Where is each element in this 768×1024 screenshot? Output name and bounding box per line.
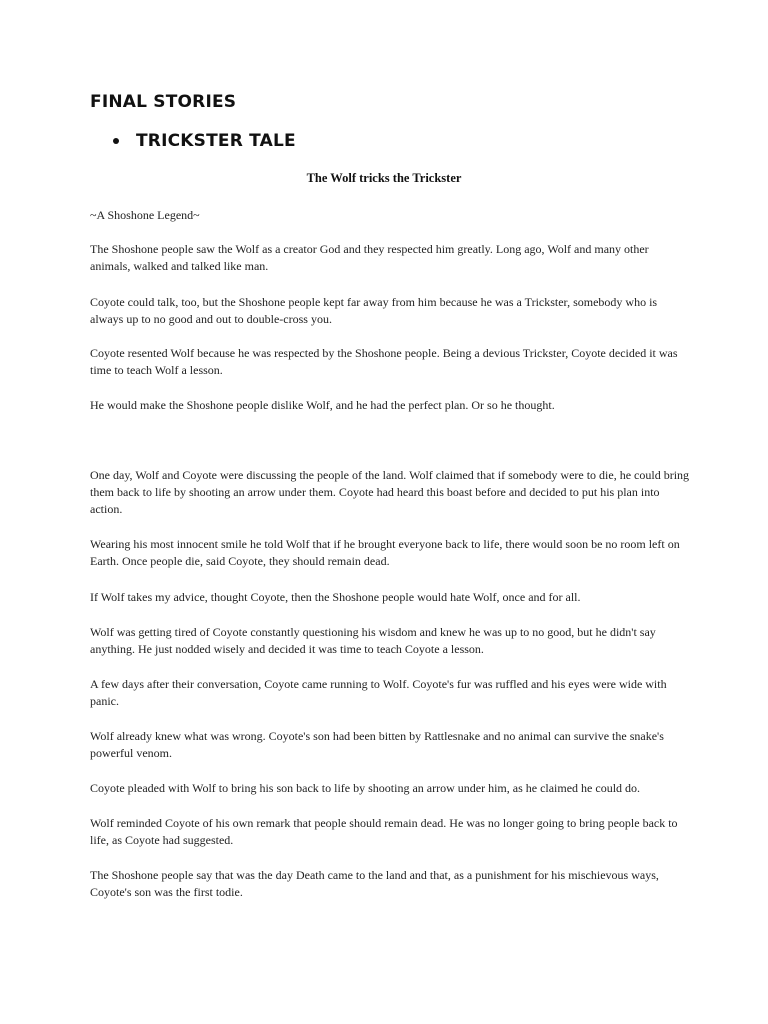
story-paragraph-5: One day, Wolf and Coyote were discussing the people of the land. Wolf claimed that if somebody were to die, he could bring them back to life by shooting an arrow under them. Coyote had heard this boast before and decided to put his plan into action. <box>90 468 690 516</box>
section-heading: TRICKSTER TALE <box>136 131 296 151</box>
story-paragraph-13: The Shoshone people say that was the day Death came to the land and that, as a punishment for his mischievous ways, Coyote's son was the first todie. <box>90 868 659 899</box>
story-subtitle: ~A Shoshone Legend~ <box>90 208 200 222</box>
story-paragraph-6: Wearing his most innocent smile he told Wolf that if he brought everyone back to life, there would soon be no room left on Earth. Once people die, said Coyote, they should remain dead. <box>90 537 680 568</box>
bullet-icon <box>113 138 119 144</box>
story-paragraph-12: Wolf reminded Coyote of his own remark that people should remain dead. He was no longer going to bring people back to life, as Coyote had suggested. <box>90 816 678 847</box>
story-paragraph-8: Wolf was getting tired of Coyote constantly questioning his wisdom and knew he was up to no good, but he didn't say anything. He just nodded wisely and decided it was time to teach Coyote a lesson. <box>90 625 656 656</box>
story-title: The Wolf tricks the Trickster <box>306 171 462 185</box>
story-paragraph-2: Coyote could talk, too, but the Shoshone people kept far away from him because he was a Trickster, somebody who is always up to no good and out to double-cross you. <box>90 295 658 326</box>
story-paragraph-3: Coyote resented Wolf because he was respected by the Shoshone people. Being a devious Trickster, Coyote decided it was time to teach Wolf a lesson. <box>90 346 678 377</box>
section-bullet-item <box>113 131 296 151</box>
story-paragraph-9: A few days after their conversation, Coyote came running to Wolf. Coyote's fur was ruffled and his eyes were wide with panic. <box>90 677 667 708</box>
story-paragraph-1: The Shoshone people saw the Wolf as a creator God and they respected him greatly. Long ago, Wolf and many other animals, walked and talked like man. <box>90 242 649 273</box>
story-paragraph-11: Coyote pleaded with Wolf to bring his son back to life by shooting an arrow under him, as he claimed he could do. <box>90 781 641 795</box>
story-paragraph-4: He would make the Shoshone people dislike Wolf, and he had the perfect plan. Or so he thought. <box>90 398 555 412</box>
story-paragraph-10: Wolf already knew what was wrong. Coyote's son had been bitten by Rattlesnake and no animal can survive the snake's powerful venom. <box>90 729 664 760</box>
page-heading: FINAL STORIES <box>90 92 237 112</box>
story-paragraph-7: If Wolf takes my advice, thought Coyote, then the Shoshone people would hate Wolf, once and for all. <box>90 590 581 604</box>
